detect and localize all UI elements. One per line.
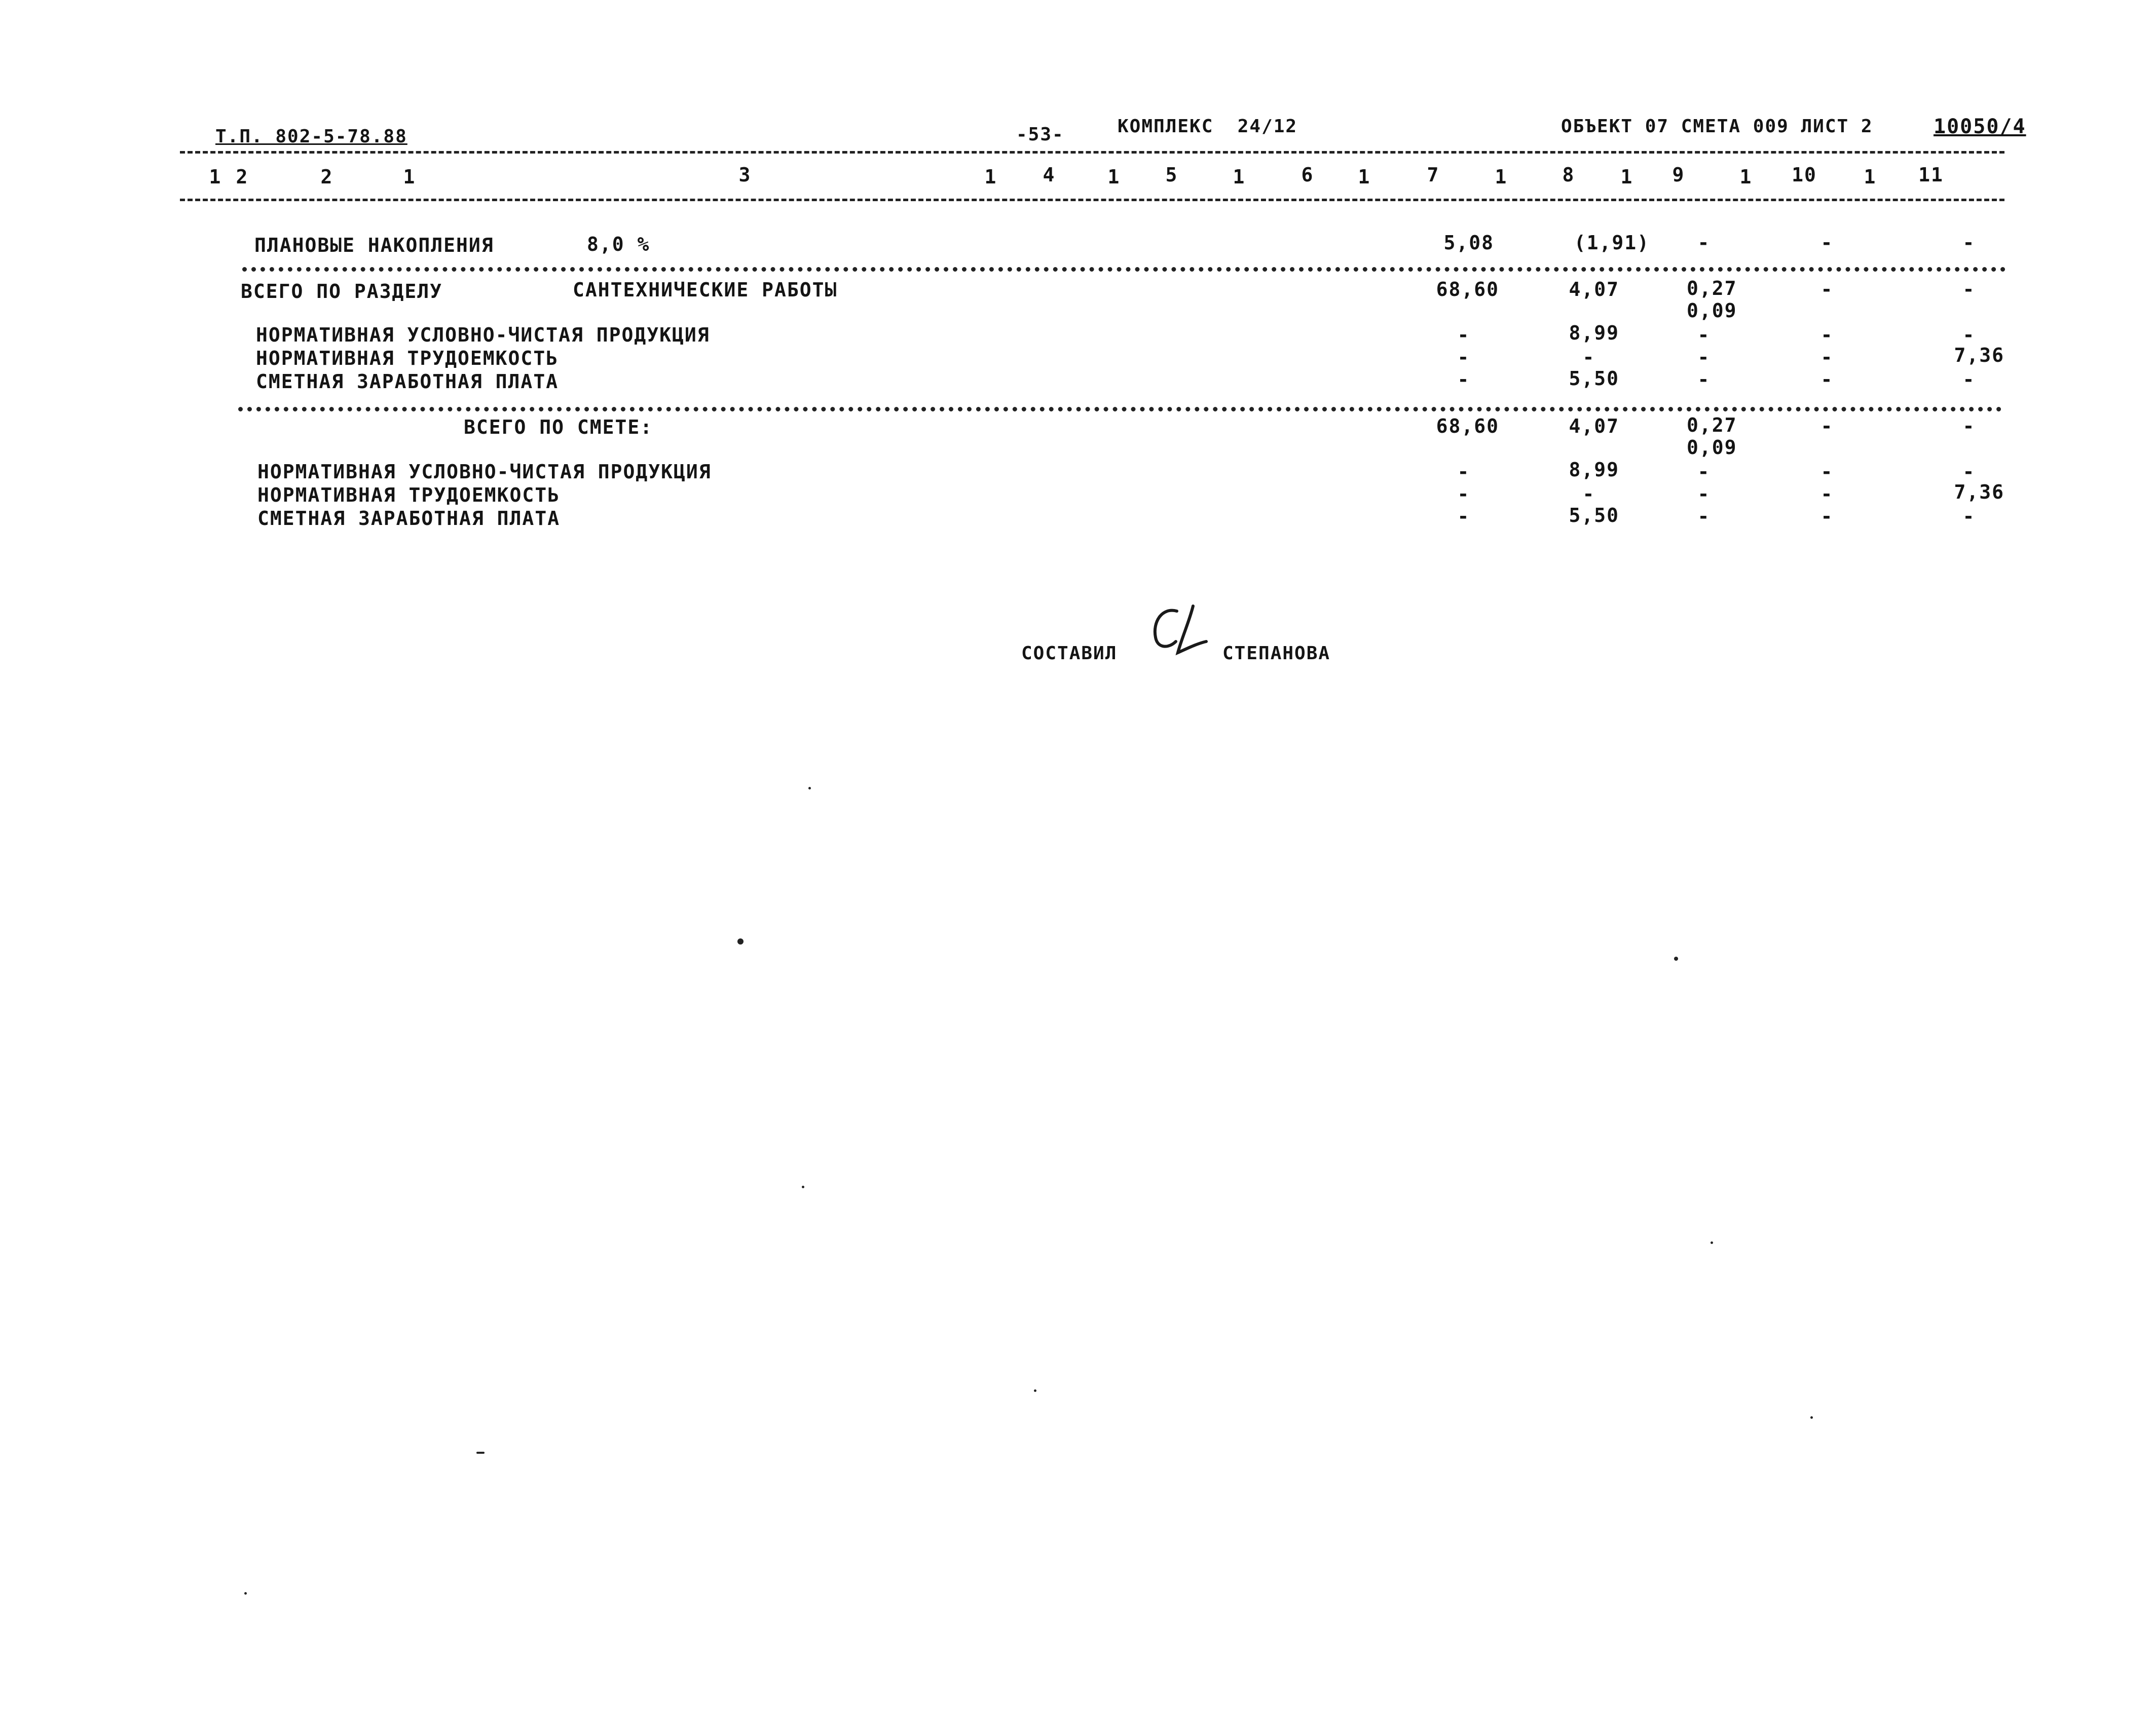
col10-value: - [1820, 368, 1834, 391]
col7-value: 68,60 [1436, 415, 1499, 437]
column-number: 3 [738, 164, 752, 186]
column-number: 11 [1918, 164, 1944, 186]
col11-value: - [1962, 278, 1976, 300]
column-number: 9 [1672, 164, 1685, 186]
col11-value: - [1962, 461, 1976, 483]
column-number: 6 [1301, 164, 1314, 186]
column-number: 4 [1043, 164, 1056, 186]
column-number: 8 [1562, 164, 1575, 186]
col8-value: 5,50 [1569, 367, 1619, 390]
scan-speck [1711, 1241, 1713, 1244]
col10-value: - [1820, 278, 1834, 300]
col11-value: - [1962, 415, 1976, 437]
col8-value: (1,91) [1574, 232, 1650, 254]
scan-speck [1034, 1389, 1036, 1392]
col9-value: 0,27 [1687, 414, 1737, 436]
scan-speck [244, 1592, 247, 1595]
col11-value: 7,36 [1954, 481, 2004, 503]
column-number: 2 [236, 166, 249, 188]
column-separator: 1 [1739, 166, 1753, 188]
col8-value: - [1582, 346, 1595, 368]
scan-speck [476, 1452, 485, 1454]
col9-value: - [1697, 461, 1711, 483]
column-separator: 1 [1620, 166, 1633, 188]
col10-value: - [1820, 461, 1834, 483]
column-separator: 1 [1358, 166, 1371, 188]
col9-value: - [1697, 232, 1711, 254]
col7-value: - [1457, 368, 1470, 391]
col11-value: - [1962, 368, 1976, 391]
sheet-stamp: 10050/4 [1934, 115, 2026, 138]
row-label: НОРМАТИВНАЯ УСЛОВНО-ЧИСТАЯ ПРОДУКЦИЯ [256, 324, 710, 346]
col8-value: 4,07 [1569, 415, 1619, 437]
doc-code: Т.П. 802-5-78.88 [215, 126, 407, 147]
complex-label: КОМПЛЕКС 24/12 [1118, 116, 1298, 137]
col10-value: - [1820, 415, 1834, 437]
col9-value: - [1697, 505, 1711, 527]
col10-value: - [1820, 346, 1834, 368]
col11-value: - [1962, 232, 1976, 254]
row-label: НОРМАТИВНАЯ УСЛОВНО-ЧИСТАЯ ПРОДУКЦИЯ [257, 461, 712, 483]
compiled-by-label: СОСТАВИЛ [1021, 643, 1118, 664]
col9-value: - [1697, 483, 1711, 505]
col10-value: - [1820, 324, 1834, 346]
column-number: 2 [320, 166, 333, 188]
column-separator: 1 [1107, 166, 1121, 188]
col9-value: - [1697, 368, 1711, 391]
col9-value-secondary: 0,09 [1687, 299, 1737, 322]
column-separator: 1 [984, 166, 997, 188]
col8-value: 8,99 [1569, 459, 1619, 481]
scan-speck [737, 938, 744, 945]
header-rule-top [180, 151, 2004, 154]
column-separator: 1 [1233, 166, 1246, 188]
col11-value: - [1962, 324, 1976, 346]
col7-value: - [1457, 346, 1470, 368]
col9-value: - [1697, 346, 1711, 368]
column-number: 1 [209, 166, 222, 188]
col7-value: 5,08 [1443, 232, 1494, 254]
column-number: 10 [1792, 164, 1817, 186]
col8-value: 8,99 [1569, 322, 1619, 344]
col8-value: 5,50 [1569, 504, 1619, 526]
col8-value: - [1582, 483, 1595, 505]
column-number: 5 [1165, 164, 1178, 186]
col7-value: - [1457, 505, 1470, 527]
col7-value: - [1457, 461, 1470, 483]
col9-value: 0,27 [1687, 277, 1737, 299]
rate-value: 8,0 % [587, 233, 650, 255]
row-label: ПЛАНОВЫЕ НАКОПЛЕНИЯ [254, 234, 494, 256]
column-separator: 1 [1495, 166, 1508, 188]
page-number: -53- [1016, 124, 1064, 145]
col10-value: - [1820, 483, 1834, 505]
column-separator: 1 [1864, 166, 1877, 188]
row-label: СМЕТНАЯ ЗАРАБОТНАЯ ПЛАТА [256, 370, 559, 393]
col9-value: - [1697, 324, 1711, 346]
scan-speck [1674, 957, 1678, 961]
scan-speck [808, 787, 811, 789]
header-rule-bottom [180, 199, 2004, 201]
row-label: НОРМАТИВНАЯ ТРУДОЕМКОСТЬ [256, 347, 559, 369]
col11-value: 7,36 [1954, 344, 2004, 366]
col7-value: - [1457, 483, 1470, 505]
col9-value-secondary: 0,09 [1687, 436, 1737, 459]
signature-mark [1146, 602, 1212, 658]
row-label: СМЕТНАЯ ЗАРАБОТНАЯ ПЛАТА [257, 507, 561, 530]
col11-value: - [1962, 505, 1976, 527]
col7-value: - [1457, 324, 1470, 346]
row-label: НОРМАТИВНАЯ ТРУДОЕМКОСТЬ [257, 484, 561, 506]
section-name: САНТЕХНИЧЕСКИЕ РАБОТЫ [573, 279, 838, 301]
col10-value: - [1820, 232, 1834, 254]
col7-value: 68,60 [1436, 278, 1499, 300]
dotted-separator [238, 407, 2002, 411]
scan-speck [802, 1186, 804, 1188]
col8-value: 4,07 [1569, 278, 1619, 300]
col10-value: - [1820, 505, 1834, 527]
dotted-separator [242, 267, 2006, 272]
section-total-label: ВСЕГО ПО РАЗДЕЛУ [241, 280, 443, 303]
column-number: 1 [403, 166, 416, 188]
column-number: 7 [1427, 164, 1440, 186]
estimate-total-label: ВСЕГО ПО СМЕТЕ: [464, 416, 653, 438]
object-sheet-label: ОБЪЕКТ 07 СМЕТА 009 ЛИСТ 2 [1561, 116, 1873, 137]
compiler-name: СТЕПАНОВА [1222, 643, 1331, 664]
scan-speck [1810, 1416, 1813, 1419]
